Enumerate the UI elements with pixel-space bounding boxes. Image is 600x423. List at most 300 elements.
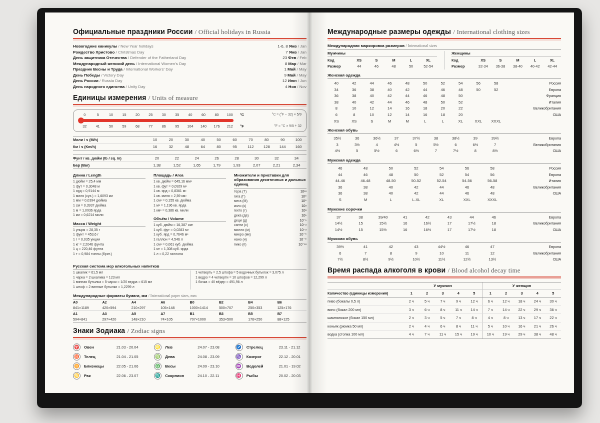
size-cell: 43 — [414, 244, 419, 250]
russian-measures-title: Русская система мер алкогольных напитков — [73, 264, 307, 270]
row-label: Мили / ч (M/h) — [73, 137, 99, 142]
russian-measures-left — [73, 271, 184, 290]
hours-cell: 22 ч — [518, 307, 526, 312]
code-cell: XL — [549, 58, 555, 63]
conversion-line: 1 см = 0,3937 дюйма — [73, 203, 107, 208]
size-cell: 46 — [363, 172, 368, 177]
size-cell: 44 — [405, 93, 410, 99]
size-section — [328, 207, 562, 233]
row-cells — [147, 162, 307, 169]
prefix-power: 10⁻² — [299, 223, 307, 228]
value-cell: 90 — [280, 137, 285, 142]
alcohol-table — [328, 282, 562, 339]
value-cell: 22 — [174, 156, 180, 161]
size-cell: 47 — [490, 244, 495, 250]
measure-line: 1 бочка = 40 вёдер = 491,96 л — [195, 280, 243, 285]
red-divider — [73, 337, 307, 338]
value-cell: 112 — [247, 144, 254, 149]
fahrenheit-value: 77 — [148, 124, 153, 129]
women-values — [483, 314, 562, 322]
fahrenheit-unit: °F — [240, 124, 244, 129]
zodiac-sign-icon: ♏ — [155, 372, 161, 378]
size-cell: 12½ — [463, 257, 471, 262]
prefixes-title: Множители и приставки для образования десятичных и дольных единиц — [234, 173, 306, 187]
table-row — [328, 331, 562, 339]
region-label: Великобритания — [533, 184, 561, 190]
size-cell: 42 — [387, 93, 392, 99]
format-name: B2 — [218, 299, 224, 305]
row-cells — [328, 197, 506, 203]
size-cell: 4½ — [393, 142, 400, 147]
marking-title-en: / International sizes — [405, 43, 438, 48]
size-cell: 46 — [464, 244, 470, 250]
fahrenheit-value: 68 — [135, 124, 140, 129]
drink-label: вино (бокал 200 мл) — [327, 307, 362, 312]
hours-cell: 6 ч — [440, 323, 446, 329]
region-label: Европа — [548, 172, 561, 177]
value-cell: 2,07 — [252, 163, 261, 168]
size-cell: 54 — [458, 81, 463, 86]
fahrenheit-value: 95 — [175, 124, 180, 129]
conversion-line: 1 дюйм = 25,4 мм — [73, 180, 102, 184]
zodiac-name: Рыбы — [246, 373, 258, 378]
size-cell: 4½ — [334, 148, 340, 154]
size-cell: 15½ — [379, 221, 387, 226]
celsius-value: 5 — [96, 112, 99, 117]
conversion-line: 1 м = 1,0936 ярда — [73, 208, 102, 213]
holiday-date: 8 Мар / Mar — [284, 61, 307, 66]
conversion-line: 1 т = 0,984 тонны (брит.) — [73, 252, 112, 256]
hours-cell: 7 ч — [487, 307, 493, 312]
zodiac-item — [235, 352, 306, 362]
zodiac-name: Скорпион — [165, 373, 185, 378]
format-name: B3 — [218, 311, 224, 316]
row-label: Размер — [327, 64, 341, 69]
size-cell: 46 — [464, 184, 470, 190]
row-cells — [475, 64, 562, 70]
conversion-line: 1 галлон = 4,546 л — [153, 237, 183, 242]
size-cell: XXL — [463, 197, 471, 202]
conversion-line: 1 кг = 2,2046 фунта — [73, 242, 104, 247]
prefix-name: микро (мк) — [234, 233, 251, 237]
zodiac-column — [154, 342, 225, 380]
size-cell: 11 — [465, 250, 469, 256]
alcohol-title-en: / Blood alcohol decay time — [447, 266, 521, 275]
count-cell: 5 — [473, 291, 476, 296]
prefix-name: санти (с) — [234, 223, 249, 228]
holiday-name: Праздник Весны и Труда / International Workers' Day — [73, 67, 173, 72]
men-counts — [404, 290, 483, 297]
size-section-title: Женская одежда — [328, 73, 562, 79]
prefix-power: 10³ — [301, 204, 307, 208]
prefix-power: 10² — [301, 209, 307, 213]
size-cell: 40 — [388, 184, 394, 190]
size-cell: 44 — [369, 81, 374, 86]
zodiac-name: Телец — [84, 354, 96, 359]
size-cell: L — [389, 197, 392, 202]
size-cell: 48 — [490, 191, 495, 196]
table-row — [328, 227, 562, 233]
size-cell: 6 — [335, 112, 338, 117]
format-size: 74×105 — [160, 316, 173, 322]
size-cell: 44 — [439, 191, 444, 196]
drink-label: пиво (бокалы 0,5 л) — [327, 299, 361, 304]
open-spread — [45, 13, 574, 394]
size-rows — [328, 81, 562, 125]
size-cell: 37½ — [412, 136, 420, 141]
size-cell: 52 — [440, 81, 445, 86]
size-cell: 20 — [458, 112, 463, 117]
zodiac-name: Близнецы — [84, 363, 104, 369]
zodiac-item — [235, 361, 306, 371]
zodiac-sign-icon: ♓ — [236, 372, 242, 378]
size-cell: M — [363, 197, 368, 202]
value-cell: 80 — [216, 144, 221, 149]
zodiac-sign-icon: ♋ — [74, 372, 80, 378]
value-cell: 34 — [294, 156, 299, 161]
fahrenheit-row — [78, 124, 302, 129]
conversion-line: 1 унция = 28,35 г — [73, 228, 101, 232]
celsius-value: 15 — [122, 112, 127, 117]
prefix-name: кило (к) — [234, 204, 247, 208]
length-mass-column — [73, 173, 146, 260]
count-cell: 4 — [536, 291, 539, 296]
planner-cover — [37, 8, 582, 408]
zodiac-sign-icon: ♉ — [74, 353, 80, 359]
prefix-name: нано (н) — [234, 237, 247, 242]
size-cell: 54 — [439, 165, 444, 171]
size-cell: 46 — [440, 87, 445, 92]
size-cell: 44½ — [437, 244, 446, 250]
women-values — [483, 331, 562, 339]
prefix-power: 10⁻¹ — [299, 218, 307, 223]
zodiac-name: Весы — [165, 363, 176, 369]
prefix-name: гекто (г) — [234, 209, 247, 213]
hours-cell: 13 ч — [518, 315, 526, 321]
size-cell: 38 — [352, 93, 357, 99]
holiday-name: Международный женский день / International Women's Day — [73, 61, 187, 66]
holiday-date: 12 Июн / Jun — [282, 78, 307, 83]
value-cell: 20 — [168, 137, 174, 142]
hours-cell: 24 ч — [533, 299, 541, 304]
hours-cell: 8 ч — [455, 323, 461, 329]
group-header-row — [328, 283, 562, 291]
fahrenheit-value: 140 — [200, 124, 207, 129]
marking-title-ru: Международная маркировка размеров — [327, 43, 405, 48]
format-name: B6 — [277, 299, 282, 305]
women-values — [483, 298, 562, 306]
size-cell: 42-44 — [547, 64, 558, 69]
men-group-header: У мужчин — [404, 283, 483, 290]
zodiac-dates: 24.10 - 22.11 — [197, 373, 220, 378]
size-cell: 50 — [476, 87, 481, 92]
size-cell: 36 — [334, 93, 339, 99]
row-cells — [328, 257, 506, 263]
size-cell: 38 — [363, 191, 368, 196]
size-cell: 10½ — [412, 257, 420, 262]
value-cell: 2,21 — [272, 163, 281, 168]
size-cell: 36½ — [373, 136, 381, 141]
holiday-date: 1 Май / May — [284, 67, 307, 72]
hours-cell: 8 ч — [471, 315, 477, 321]
holiday-date: 7 Янв / Jan — [285, 49, 307, 55]
size-cell: 16 — [405, 106, 410, 111]
measure-line: 1 штоф = 2 винные бутылки = 1,2299 л — [73, 285, 135, 289]
size-cell: 39/40 — [378, 214, 388, 220]
fahrenheit-value: 86 — [161, 124, 166, 129]
format-name: A4 — [131, 299, 136, 305]
zodiac-name: Лев — [165, 344, 173, 350]
thermometer-scale — [73, 110, 307, 133]
fahrenheit-value: 104 — [187, 124, 194, 129]
size-cell: 17½ — [468, 221, 476, 226]
format-size: 594×841 — [73, 316, 88, 322]
conversion-line: 1 м³ = 1,308 куб. ярда — [153, 247, 189, 252]
left-page — [45, 13, 315, 394]
value-cell: 1,52 — [173, 163, 181, 168]
conversion-line: 1 км = 0,6214 мили — [73, 213, 104, 218]
size-cell: 48 — [490, 184, 495, 190]
size-cell: 14 — [387, 106, 392, 111]
size-cell: 46-48 — [360, 178, 371, 184]
format-size: 841×1189 — [73, 305, 89, 310]
clothing-title-en: / International clothing sizes — [453, 28, 530, 36]
hours-cell: 6 ч — [487, 299, 493, 304]
value-cell: 28 — [234, 156, 239, 161]
conversion-line: 1 куб. фут = 0,0283 м³ — [153, 228, 189, 232]
fahrenheit-value: 32 — [82, 124, 87, 129]
size-cell: L — [441, 118, 444, 124]
hours-cell: 5 ч — [440, 315, 446, 321]
format-name: A2 — [102, 299, 107, 305]
size-cell: 36 — [338, 191, 343, 196]
hours-cell: 8 ч — [503, 315, 509, 321]
women-group-header: У женщин — [512, 283, 532, 289]
size-cell: 58 — [494, 81, 499, 86]
conversion-line: 1 ярд = 0,9144 м — [73, 189, 100, 194]
count-cell: 2 — [426, 291, 429, 296]
size-cell: 40 — [352, 99, 357, 105]
fahrenheit-value: 50 — [109, 124, 114, 129]
clothing-title-ru: Международные размеры одежды — [327, 27, 452, 36]
holiday-date: 4 Ноя / Nov — [285, 84, 307, 89]
measure-line: 1 чарка = 2 шкалика = 123 мл — [73, 275, 120, 280]
size-cell: 46 — [338, 165, 343, 171]
zodiac-dates: 24.08 - 23.09 — [197, 354, 220, 359]
zodiac-item — [73, 361, 144, 371]
zodiac-dates: 21.04 - 21.05 — [116, 354, 139, 359]
size-cell: 16 — [403, 227, 408, 232]
size-cell: 48 — [440, 93, 445, 99]
size-cell: 7 — [494, 142, 497, 147]
zodiac-item — [73, 342, 144, 352]
marking-section-title — [328, 44, 562, 50]
value-cell: 1,79 — [213, 163, 221, 168]
spacer — [328, 283, 404, 290]
hours-cell: 3 ч — [408, 307, 414, 312]
zodiac-sign-icon: ♈ — [74, 344, 80, 350]
size-cell: 50-52 — [411, 178, 422, 184]
region-label: Европа — [548, 214, 561, 220]
zodiac-name: Стрелец — [246, 344, 263, 350]
hours-cell: 21 ч — [533, 323, 541, 329]
size-cell: 52 — [494, 87, 499, 92]
size-cell: 16½ — [423, 227, 432, 232]
size-cell: 9½ — [388, 257, 394, 262]
prefix-name: тера (Т) — [234, 190, 247, 194]
value-cell: 144 — [279, 144, 286, 149]
size-cell: 48 — [391, 64, 396, 69]
size-cell: 56 — [490, 172, 495, 177]
paper-group — [73, 299, 307, 310]
size-cell: 7 — [434, 148, 438, 154]
zodiac-dates: 22.06 - 23.07 — [116, 373, 139, 378]
size-cell: 54 — [464, 172, 470, 177]
conversion-line: 1 ц = 220,46 фунта — [73, 247, 104, 252]
value-cell: 1,93 — [233, 163, 241, 168]
hours-cell: 11 ч — [470, 323, 478, 329]
value-cell: 160 — [295, 144, 302, 149]
hours-cell: 30 ч — [549, 299, 557, 304]
drink-label: коньяк (рюмка 50 мл) — [327, 323, 364, 329]
size-cell: 48 — [458, 87, 463, 92]
size-cell: XL — [439, 197, 444, 202]
paper-format-sizes — [73, 305, 307, 311]
size-cell: 34 — [334, 87, 339, 92]
row-label: Код — [327, 58, 335, 63]
holiday-name: День Победы / Victory Day — [73, 72, 124, 78]
volume-lines — [154, 223, 227, 257]
prefix-power: 10⁻³ — [299, 228, 307, 232]
size-cell: 38-40 — [513, 64, 523, 69]
alcohol-title-ru: Время распада алкоголя в крови — [327, 266, 446, 275]
prefix-name: пико (п) — [234, 242, 247, 247]
row-cells — [328, 118, 506, 124]
fahrenheit-formula: °F = °C × 9/5 + 32 — [274, 124, 302, 128]
size-cell: 15 — [358, 227, 363, 232]
conversion-line: 1 фут = 0,3048 м — [73, 184, 100, 189]
size-cell: 17 — [447, 221, 452, 226]
prefix-name: дека (да) — [234, 213, 249, 218]
size-section-title: Женская обувь — [328, 128, 562, 134]
size-cell: 46 — [491, 214, 497, 220]
size-cell: 38 — [334, 99, 339, 105]
mass-title: Масса / Weight — [73, 221, 146, 227]
size-cell: 5½ — [433, 142, 439, 147]
prefix-power: 10¹² — [300, 190, 307, 194]
format-size: 88×125 — [277, 316, 290, 322]
hours-cell: 14 ч — [470, 307, 478, 312]
hours-cell: 48 ч — [549, 332, 557, 337]
size-cell: 46 — [464, 191, 470, 196]
size-cell: 7½ — [453, 148, 459, 154]
count-label: Количество (единицы измерения) — [327, 291, 389, 296]
holiday-date: 1-6, 8 Янв / Jan — [277, 44, 307, 49]
mass-block — [73, 221, 146, 256]
size-cell: 36 — [352, 87, 357, 92]
size-cell: 16½ — [423, 221, 432, 226]
size-section-title: Мужская обувь — [328, 237, 562, 243]
region-label: Великобритания — [533, 142, 561, 147]
women-counts — [483, 290, 562, 297]
row-label: Размер — [451, 64, 465, 69]
zodiac-name: Овен — [84, 344, 94, 350]
hours-cell: 17 ч — [533, 315, 541, 321]
format-size: 250×353 — [248, 305, 263, 310]
region-label: Европа — [548, 87, 561, 92]
size-cell: 46 — [405, 99, 410, 105]
size-cell: 43 — [447, 214, 452, 220]
table-row — [73, 162, 307, 169]
mass-lines — [73, 228, 146, 257]
value-cell: 128 — [263, 144, 270, 149]
table-row — [328, 257, 562, 263]
region-label: Европа — [548, 136, 561, 141]
area-block — [154, 173, 227, 213]
zodiac-sign-icon: ♎ — [155, 363, 161, 369]
volume-title: Объём / Volume — [154, 217, 227, 223]
celsius-value: 10 — [109, 112, 114, 117]
prefix-power: 10⁻¹² — [298, 242, 307, 247]
red-divider — [73, 104, 307, 105]
size-cell: 12 — [369, 106, 374, 111]
hours-cell: 5 ч — [487, 323, 493, 329]
prefix-power: 10⁻⁶ — [299, 233, 307, 237]
celsius-row — [78, 113, 302, 118]
size-cell: 32-34 — [478, 64, 488, 69]
measure-line: 1 ведро = 4 четверти = 10 штофов = 12,299 л — [195, 275, 267, 280]
region-label: Великобритания — [533, 221, 561, 226]
row-cells — [328, 148, 506, 154]
size-cell: 42 — [388, 244, 394, 250]
fahrenheit-values — [78, 124, 237, 129]
size-cell: 36 — [354, 136, 360, 141]
table-row — [328, 306, 562, 314]
size-cell: 16 — [423, 112, 428, 117]
value-cell: 1,65 — [193, 163, 201, 168]
zodiac-name: Водолей — [246, 363, 264, 369]
zodiac-sign-icon: ♐ — [236, 344, 242, 350]
size-section-title: Мужские сорочки — [328, 207, 562, 213]
zodiac-column — [73, 342, 144, 380]
fahrenheit-value: 212 — [226, 124, 233, 129]
size-cell: 6 — [454, 142, 457, 147]
count-cell: 3 — [520, 291, 523, 296]
size-cell: 38 — [433, 136, 439, 141]
units-title-en: / Units of measure — [148, 94, 199, 102]
zodiac-name: Рак — [84, 373, 91, 378]
code-cell: XS — [356, 58, 362, 63]
hours-cell: 22 ч — [549, 315, 557, 321]
size-cell: 44 — [469, 214, 474, 220]
size-cell: 6½ — [472, 142, 479, 147]
region-label: США — [552, 227, 561, 232]
men-values — [404, 306, 483, 314]
size-cell: 18 — [440, 112, 445, 117]
size-cell: 38 — [358, 214, 363, 220]
count-cell: 4 — [457, 291, 460, 296]
zodiac-dates: 24.09 - 23.10 — [197, 363, 220, 369]
conversion-line: 1 куб. ярд = 0,7646 м³ — [153, 233, 189, 237]
size-cell: 40 — [387, 87, 392, 92]
size-cell: 9 — [415, 250, 418, 256]
code-cell: M — [392, 58, 396, 63]
conversion-line: 1 кв. ярд = 0,8361 м² — [153, 189, 187, 194]
marking-tables — [328, 51, 562, 70]
prefix-power: 10⁶ — [301, 199, 307, 204]
value-cell: 30 — [184, 137, 189, 142]
row-cells — [351, 64, 438, 70]
